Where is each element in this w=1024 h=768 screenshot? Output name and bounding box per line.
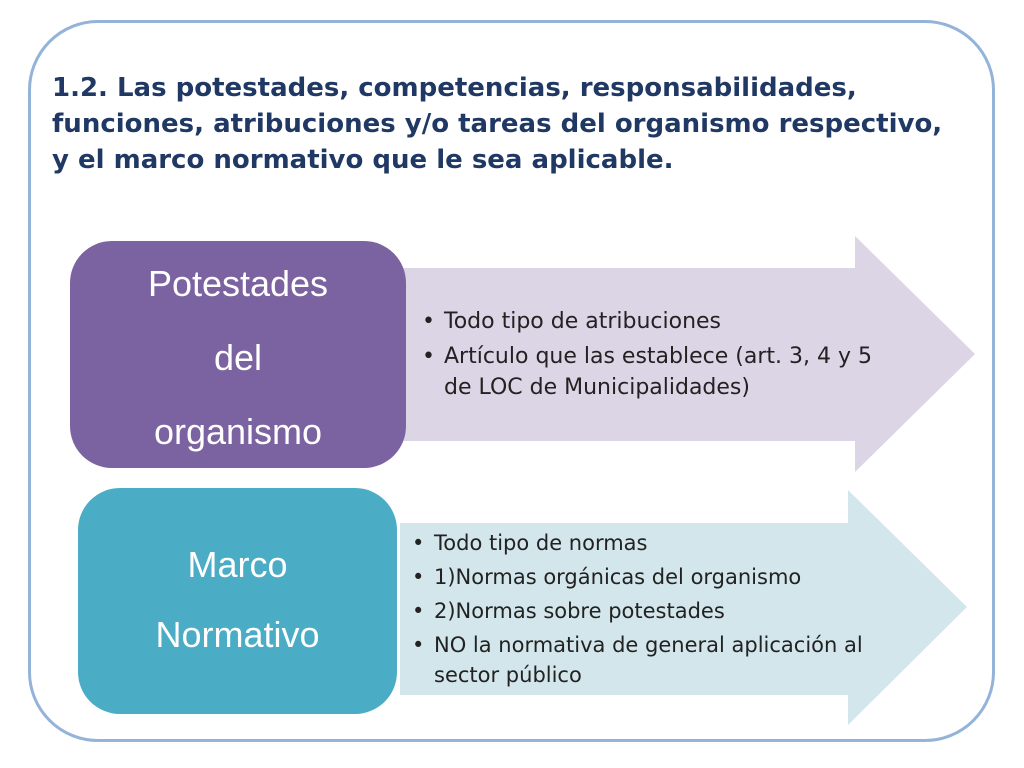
list-item: • 1)Normas orgánicas del organismo [412,562,872,592]
box-label-line: Marco [187,544,288,585]
list-item: • Artículo que las establece (art. 3, 4 y 5 de LOC de Municipalidades) [422,341,892,403]
list-item: • NO la normativa de general aplicación al sector público [412,630,872,690]
marco-normativo-box [78,488,397,714]
atribuciones-arrow [400,236,975,472]
list-item: • Todo tipo de normas [412,528,872,558]
box-label-line: del [213,337,263,378]
normas-list [412,528,872,694]
box-label-line: organismo [153,411,323,452]
list-item: • 2)Normas sobre potestades [412,596,872,626]
potestades-box [70,241,406,468]
list-item: • Todo tipo de atribuciones [422,306,892,337]
slide-title: 1.2. Las potestades, competencias, responsabilidades, funciones, atribuciones y/o tareas del organismo respectivo, y el marco normativo que le sea aplicable. [52,73,943,175]
normas-arrow [400,490,967,725]
box-label-line: Potestades [147,263,329,304]
box-label-line: Normativo [155,614,320,655]
atribuciones-list [422,306,892,407]
